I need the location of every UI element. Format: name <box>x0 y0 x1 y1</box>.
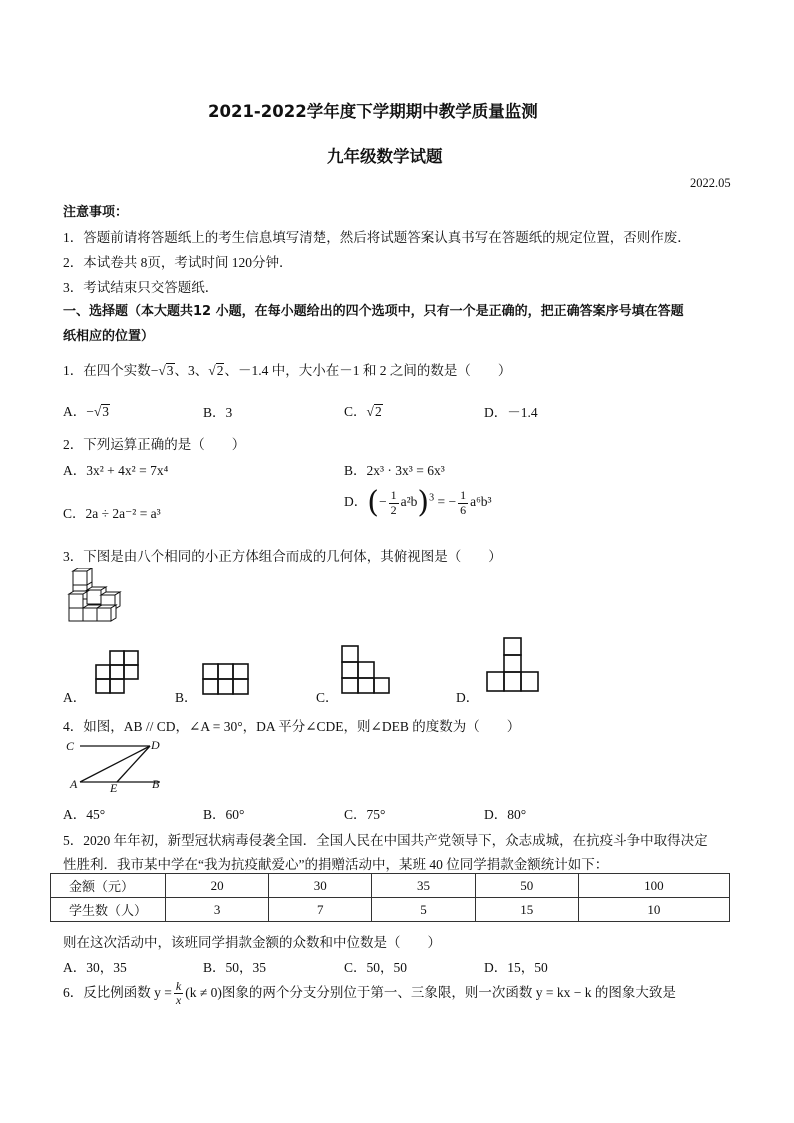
note-item-3: 3．考试结束只交答题纸． <box>63 280 219 295</box>
q1-rad1: 3 <box>166 363 174 378</box>
q4-stem: 4．如图，AB // CD，∠A = 30°，DA 平分∠CDE，则∠DEB 的度数为（ ） <box>63 719 521 734</box>
q4-option-a: A．45° <box>63 807 106 822</box>
table-cell: 10 <box>578 898 729 922</box>
label-d: D <box>151 738 160 752</box>
label-b: B <box>152 777 160 791</box>
q3-option-d-figure <box>486 637 540 693</box>
note-item-2: 2．本试卷共 8页，考试时间 120分钟． <box>63 255 293 270</box>
q1-stem <box>63 359 511 379</box>
exam-date: 2022.05 <box>690 176 731 190</box>
label-c: C <box>66 739 75 753</box>
table-row <box>51 898 730 922</box>
q4-option-c: C．75° <box>344 807 386 822</box>
table-cell: 7 <box>269 898 372 922</box>
table-cell: 30 <box>269 874 372 898</box>
note-item-1: 1．答题前请将答题纸上的考生信息填写清楚，然后将试题答案认真书写在答题纸的规定位置，否则作废． <box>63 230 691 245</box>
q1-option-d: D．－1.4 <box>484 405 538 420</box>
q1-rad2: 2 <box>216 363 224 378</box>
table-cell: 3 <box>166 898 269 922</box>
q5-option-a: A．30，35 <box>63 960 127 975</box>
q1-stem-post: 、－1.4 中，大小在－1 和 2 之间的数是（ ） <box>224 363 512 378</box>
q2-option-b: B．2x³ · 3x³ = 6x³ <box>344 463 445 478</box>
q3-option-b-figure <box>202 663 250 697</box>
q5-option-c: C．50，50 <box>344 960 408 975</box>
q1-stem-pre: 1．在四个实数− <box>63 363 159 378</box>
sqrt-icon: √ <box>366 404 374 419</box>
q2-option-c: C．2a ÷ 2a⁻² = a³ <box>63 506 161 521</box>
q2-stem: 2．下列运算正确的是（ ） <box>63 437 246 452</box>
cube-solid-figure <box>66 568 128 622</box>
table-cell: 5 <box>372 898 475 922</box>
exam-title: 2021-2022学年度下学期期中教学质量监测 <box>208 102 538 121</box>
q2-option-a: A．3x² + 4x² = 7x⁴ <box>63 463 169 478</box>
section-heading-cont: 纸相应的位置） <box>63 329 155 344</box>
q5-question: 则在这次活动中，该班同学捐款金额的众数和中位数是（ ） <box>63 935 441 950</box>
table-cell: 100 <box>578 874 729 898</box>
q3-option-d-label: D． <box>456 690 480 705</box>
table-header: 金额（元） <box>51 874 166 898</box>
sqrt-icon: √ <box>158 363 166 378</box>
q2-option-d: D．(− $\frac{1}{2}$ a²b)$^3$ = − $\frac{1}{6}$ a⁶b³ <box>344 485 492 520</box>
label-a: A <box>70 777 78 791</box>
table-cell: 20 <box>166 874 269 898</box>
notes-heading: 注意事项： <box>63 205 129 220</box>
parallel-lines-figure <box>64 737 168 793</box>
table-cell: 35 <box>372 874 475 898</box>
q4-option-b: B．60° <box>203 807 245 822</box>
q3-option-a-label: A． <box>63 690 87 705</box>
q4-option-d: D．80° <box>484 807 527 822</box>
table-header: 学生数（人） <box>51 898 166 922</box>
q3-option-c-figure <box>341 645 391 695</box>
sqrt-icon: √ <box>208 363 216 378</box>
q3-option-a-figure <box>95 650 141 696</box>
exam-subtitle: 九年级数学试题 <box>327 147 443 166</box>
q5-stem: 5．2020 年年初，新型冠状病毒侵袭全国．全国人民在中国共产党领导下，众志成城，在抗疫斗争中取得决定 <box>63 833 708 848</box>
q3-option-b-label: B． <box>175 690 198 705</box>
q5-stem-cont: 性胜利．我市某中学在“我为抗疫献爱心”的捐赠活动中，某班 40 位同学捐款金额统计如下： <box>63 857 609 872</box>
q6-fraction: $\frac{k}{x}$ <box>175 979 182 1008</box>
q6-condition: (k ≠ 0) <box>185 984 222 1000</box>
q1-option-b: B．3 <box>203 405 233 420</box>
section-heading: 一、选择题（本大题共12 小题，在每小题给出的四个选项中，只有一个是正确的，把正确答案序号填在答题 <box>63 304 684 319</box>
sqrt-icon: √ <box>93 404 102 419</box>
q1-option-a: A．−√3 <box>63 404 110 419</box>
q3-option-c-label: C． <box>316 690 339 705</box>
table-cell: 15 <box>475 898 578 922</box>
q6-stem <box>63 980 676 1007</box>
q6-stem-post: 图象的两个分支分别位于第一、三象限，则一次函数 y = kx − k 的图象大致是 <box>221 984 676 1000</box>
q6-stem-pre: 6．反比例函数 y = <box>63 984 172 1000</box>
table-cell: 50 <box>475 874 578 898</box>
q5-option-d: D．15，50 <box>484 960 548 975</box>
q1-option-c: C．√2 <box>344 404 382 419</box>
q3-stem: 3．下图是由八个相同的小正方体组合而成的几何体，其俯视图是（ ） <box>63 549 502 564</box>
label-e: E <box>110 781 118 793</box>
donation-table <box>50 873 730 922</box>
q1-stem-mid: 、3、 <box>174 363 209 378</box>
table-row <box>51 874 730 898</box>
q5-option-b: B．50，35 <box>203 960 267 975</box>
